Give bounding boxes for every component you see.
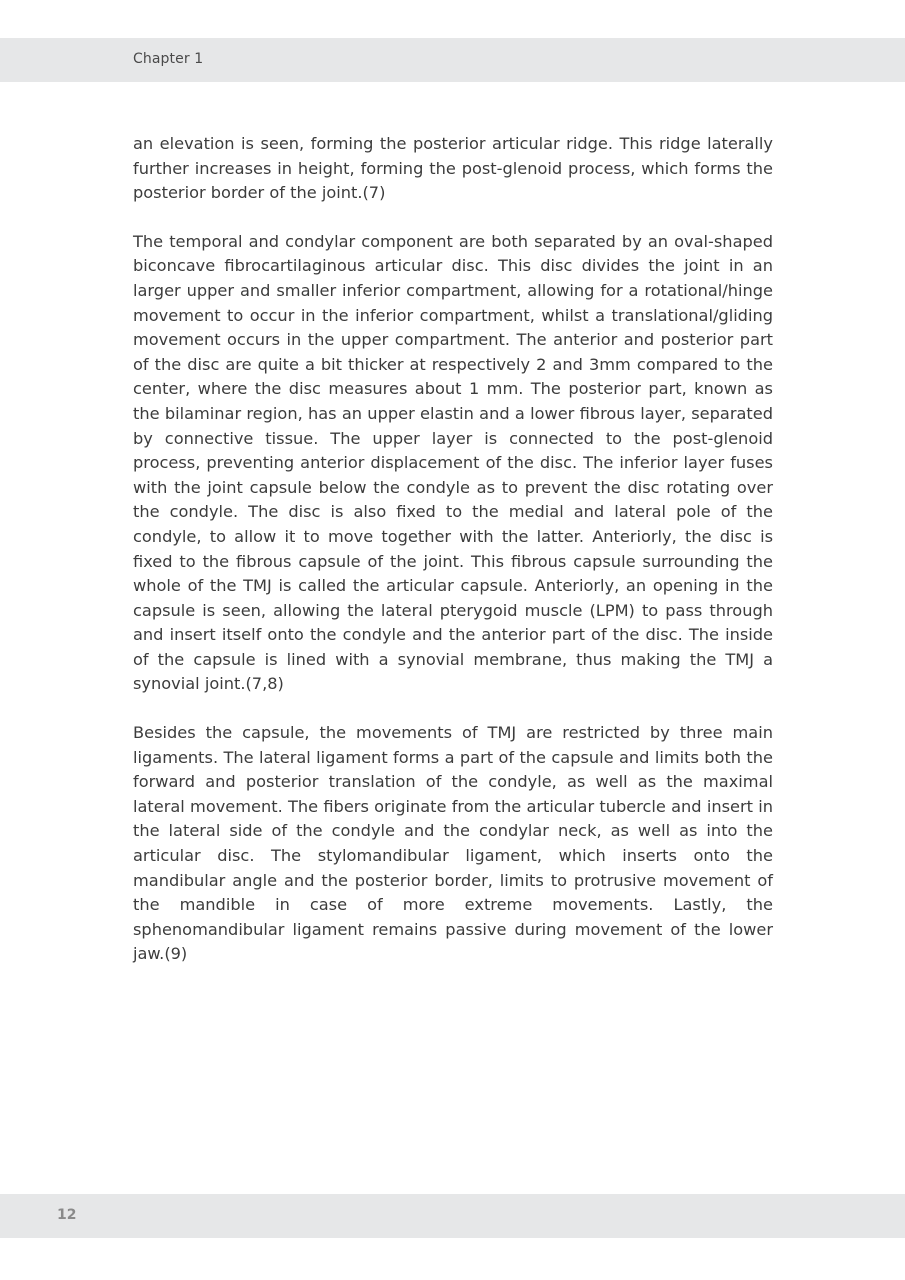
running-header	[0, 38, 905, 82]
paragraph-articular-disc: The temporal and condylar component are both separated by an oval-shaped biconcave fibrocartilaginous articular disc. This disc divides the joint in an larger upper and smaller inferior compartment, allowing for a rotational/hinge movement to occur in the inferior compartment, whilst a translational/gliding movement occurs in the upper compartment. The anterior and posterior part of the disc are quite a bit thicker at respectively 2 and 3mm compared to the center, where the disc measures about 1 mm. The posterior part, known as the bilaminar region, has an upper elastin and a lower fibrous layer, separated by connective tissue. The upper layer is connected to the post-glenoid process, preventing anterior displacement of the disc. The inferior layer fuses with the joint capsule below the condyle as to prevent the disc rotating over the condyle. The disc is also fixed to the medial and lateral pole of the condyle, to allow it to move together with the latter. Anteriorly, the disc is fixed to the fibrous capsule of the joint. This fibrous capsule surrounding the whole of the TMJ is called the articular capsule. Anteriorly, an opening in the capsule is seen, allowing the lateral pterygoid muscle (LPM) to pass through and insert itself onto the condyle and the anterior part of the disc. The inside of the capsule is lined with a synovial membrane, thus making the TMJ a synovial joint.(7,8)	[133, 231, 773, 694]
running-footer	[0, 1194, 905, 1238]
paragraph-ligaments: Besides the capsule, the movements of TMJ are restricted by three main ligaments. The lateral ligament forms a part of the capsule and limits both the forward and posterior translation of the condyle, as well as the maximal lateral movement. The fibers originate from the articular tubercle and insert in the lateral side of the condyle and the condylar neck, as well as into the articular disc. The stylomandibular ligament, which inserts onto the mandibular angle and the posterior border, limits to protrusive movement of the mandible in case of more extreme movements. Lastly, the sphenomandibular ligament remains passive during movement of the lower jaw.(9)	[133, 723, 773, 964]
paragraph-posterior-ridge: an elevation is seen, forming the posterior articular ridge. This ridge laterally further increases in height, forming the post-glenoid process, which forms the posterior border of the joint.(7)	[133, 134, 773, 203]
body-text	[133, 132, 773, 991]
chapter-label: Chapter 1	[133, 51, 204, 67]
page-number: 12	[57, 1207, 77, 1223]
